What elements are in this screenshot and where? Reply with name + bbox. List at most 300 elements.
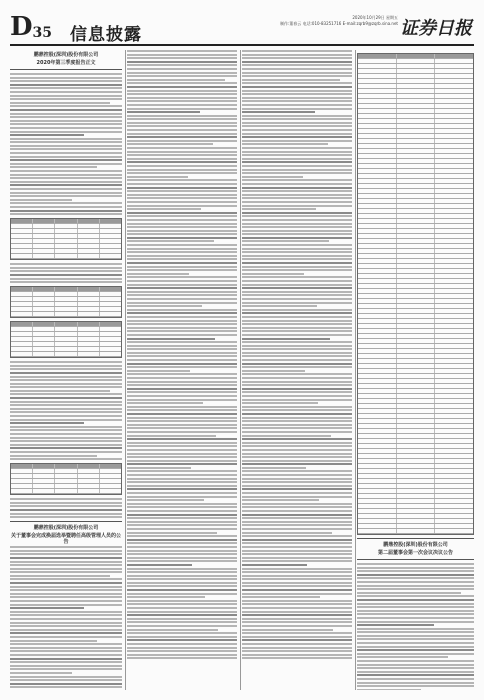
text-line bbox=[10, 686, 122, 688]
text-line bbox=[127, 262, 237, 264]
date-line: 2020年10月29日 星期五 制作:董春云 电话:010-83251716 E-mail:zqrb9@zqrb.sina.net bbox=[279, 15, 398, 26]
column-divider bbox=[240, 50, 241, 690]
text-line bbox=[127, 453, 237, 455]
text-line bbox=[127, 240, 214, 242]
text-line bbox=[242, 108, 352, 110]
text-line bbox=[242, 571, 352, 573]
text-line bbox=[10, 553, 122, 555]
text-line bbox=[127, 269, 237, 271]
text-line bbox=[357, 563, 474, 565]
text-line bbox=[242, 621, 352, 623]
text-line bbox=[357, 567, 474, 569]
text-line bbox=[127, 463, 237, 465]
text-line bbox=[127, 330, 237, 332]
text-line bbox=[127, 445, 237, 447]
text-line bbox=[242, 557, 352, 559]
text-line bbox=[127, 585, 237, 587]
text-line bbox=[10, 632, 122, 634]
text-line bbox=[242, 323, 352, 325]
text-line bbox=[357, 678, 474, 680]
text-line bbox=[127, 226, 237, 228]
text-line bbox=[242, 251, 352, 253]
text-line bbox=[127, 492, 237, 494]
text-line bbox=[10, 401, 122, 403]
text-line bbox=[242, 456, 352, 458]
text-line bbox=[242, 143, 328, 145]
newspaper-logo: 证券日报 bbox=[400, 18, 472, 39]
text-line bbox=[242, 255, 352, 257]
text-line bbox=[10, 210, 122, 212]
text-line bbox=[242, 370, 305, 372]
text-line bbox=[242, 485, 352, 487]
text-line bbox=[242, 57, 352, 59]
text-line bbox=[127, 54, 237, 56]
text-line bbox=[127, 625, 237, 627]
text-line bbox=[10, 426, 122, 428]
text-line bbox=[10, 550, 122, 552]
text-line bbox=[127, 140, 237, 142]
text-line bbox=[127, 395, 237, 397]
text-line bbox=[127, 406, 237, 408]
text-line bbox=[242, 258, 352, 260]
text-line bbox=[242, 535, 352, 537]
text-line bbox=[242, 183, 352, 185]
text-line bbox=[10, 113, 122, 115]
text-line bbox=[10, 676, 122, 678]
text-line bbox=[242, 223, 352, 225]
text-line bbox=[10, 451, 122, 453]
text-line bbox=[242, 406, 352, 408]
text-line bbox=[127, 553, 237, 555]
text-line bbox=[10, 629, 122, 631]
text-line bbox=[10, 502, 122, 504]
text-line bbox=[242, 589, 352, 591]
text-line bbox=[127, 309, 237, 311]
text-line bbox=[10, 383, 122, 385]
text-line bbox=[242, 129, 352, 131]
text-line bbox=[127, 629, 218, 631]
text-line bbox=[10, 679, 122, 681]
text-line bbox=[127, 327, 237, 329]
text-line bbox=[242, 603, 352, 605]
text-line bbox=[127, 50, 237, 52]
text-line bbox=[10, 607, 84, 609]
text-line bbox=[242, 230, 352, 232]
text-line bbox=[127, 176, 188, 178]
text-line bbox=[127, 136, 237, 138]
text-line bbox=[242, 345, 352, 347]
announcement-company: 鹏鼎控股(深圳)股份有限公司 bbox=[33, 52, 99, 58]
text-line bbox=[127, 499, 204, 501]
text-line bbox=[10, 390, 110, 392]
text-line bbox=[127, 639, 237, 641]
text-line bbox=[242, 140, 352, 142]
text-line bbox=[127, 650, 237, 652]
column-divider bbox=[125, 50, 126, 690]
text-line bbox=[127, 510, 237, 512]
text-line bbox=[242, 115, 352, 117]
text-line bbox=[242, 647, 352, 649]
text-line bbox=[127, 643, 237, 645]
text-line bbox=[242, 560, 352, 562]
text-line bbox=[127, 187, 237, 189]
text-line bbox=[357, 649, 474, 651]
text-line bbox=[242, 68, 352, 70]
text-line bbox=[10, 618, 122, 620]
text-line bbox=[242, 542, 352, 544]
text-line bbox=[357, 606, 474, 608]
text-line bbox=[127, 438, 237, 440]
text-line bbox=[127, 636, 237, 638]
text-line bbox=[127, 158, 237, 160]
text-line bbox=[127, 348, 237, 350]
text-line bbox=[127, 481, 237, 483]
text-line bbox=[127, 456, 237, 458]
text-line bbox=[10, 148, 122, 150]
text-line bbox=[242, 158, 352, 160]
text-line bbox=[242, 330, 352, 332]
masthead bbox=[10, 14, 474, 46]
text-line bbox=[10, 429, 122, 431]
text-line bbox=[10, 181, 122, 183]
text-line bbox=[127, 399, 237, 401]
text-line bbox=[242, 657, 352, 659]
section-title: 信息披露 bbox=[70, 25, 142, 45]
text-line bbox=[127, 133, 237, 135]
text-line bbox=[127, 503, 237, 505]
text-line bbox=[10, 202, 122, 204]
text-line bbox=[10, 368, 122, 370]
text-line bbox=[10, 593, 122, 595]
text-line bbox=[127, 212, 237, 214]
text-line bbox=[242, 593, 352, 595]
text-line bbox=[242, 445, 352, 447]
text-line bbox=[127, 61, 237, 63]
text-line bbox=[10, 267, 122, 269]
text-line bbox=[10, 404, 122, 406]
text-line bbox=[127, 104, 237, 106]
text-line bbox=[242, 280, 352, 282]
text-line bbox=[127, 377, 237, 379]
text-line bbox=[357, 642, 474, 644]
text-line bbox=[127, 143, 213, 145]
text-line bbox=[242, 488, 352, 490]
text-line bbox=[127, 388, 237, 390]
text-line bbox=[242, 352, 352, 354]
text-line bbox=[127, 568, 237, 570]
text-line bbox=[127, 179, 237, 181]
text-line bbox=[10, 571, 122, 573]
text-line bbox=[127, 108, 237, 110]
text-line bbox=[242, 438, 352, 440]
text-line bbox=[242, 118, 352, 120]
text-line bbox=[357, 613, 474, 615]
text-line bbox=[127, 589, 237, 591]
text-line bbox=[127, 521, 237, 523]
text-line bbox=[10, 116, 122, 118]
text-line bbox=[242, 151, 352, 153]
text-line bbox=[10, 84, 122, 86]
text-line bbox=[357, 635, 474, 637]
text-line bbox=[127, 607, 237, 609]
text-line bbox=[242, 568, 352, 570]
text-line bbox=[242, 431, 352, 433]
text-line bbox=[242, 413, 352, 415]
text-line bbox=[127, 190, 237, 192]
text-line bbox=[10, 505, 122, 507]
text-line bbox=[357, 660, 474, 662]
text-line bbox=[10, 564, 122, 566]
text-line bbox=[127, 603, 237, 605]
text-line bbox=[10, 152, 122, 154]
announcement-company: 鹏鼎控股(深圳)股份有限公司 bbox=[383, 542, 448, 548]
text-line bbox=[10, 177, 122, 179]
text-line bbox=[127, 384, 237, 386]
text-line bbox=[242, 161, 352, 163]
text-line bbox=[127, 409, 237, 411]
text-line bbox=[127, 165, 237, 167]
text-line bbox=[10, 376, 122, 378]
text-line bbox=[10, 134, 84, 136]
text-line bbox=[357, 682, 474, 684]
text-line bbox=[242, 90, 352, 92]
column-1 bbox=[10, 50, 122, 690]
text-line bbox=[357, 621, 474, 623]
text-line bbox=[10, 138, 122, 140]
text-line bbox=[10, 109, 122, 111]
text-line bbox=[10, 91, 122, 93]
text-line bbox=[127, 345, 237, 347]
text-line bbox=[10, 166, 97, 168]
text-line bbox=[127, 230, 237, 232]
text-line bbox=[127, 647, 237, 649]
text-line bbox=[242, 147, 352, 149]
text-line bbox=[10, 278, 122, 280]
text-line bbox=[357, 574, 474, 576]
text-line bbox=[357, 624, 434, 626]
text-line bbox=[10, 575, 110, 577]
text-line bbox=[127, 506, 237, 508]
text-line bbox=[242, 320, 352, 322]
text-line bbox=[10, 192, 122, 194]
text-line bbox=[127, 488, 237, 490]
text-line bbox=[127, 654, 237, 656]
text-line bbox=[242, 636, 352, 638]
text-line bbox=[127, 215, 237, 217]
text-line bbox=[127, 632, 237, 634]
text-line bbox=[10, 163, 122, 165]
text-line bbox=[10, 636, 122, 638]
text-line bbox=[242, 75, 352, 77]
text-line bbox=[127, 287, 237, 289]
text-line bbox=[127, 100, 237, 102]
text-line bbox=[10, 513, 122, 515]
text-line bbox=[10, 123, 122, 125]
text-line bbox=[10, 263, 122, 265]
text-line bbox=[127, 442, 237, 444]
text-line bbox=[242, 54, 352, 56]
text-line bbox=[242, 233, 352, 235]
text-line bbox=[10, 437, 122, 439]
text-line bbox=[242, 614, 352, 616]
text-line bbox=[357, 585, 474, 587]
text-line bbox=[242, 104, 352, 106]
text-line bbox=[127, 524, 237, 526]
text-line bbox=[242, 643, 352, 645]
text-line bbox=[242, 373, 352, 375]
text-line bbox=[10, 156, 122, 158]
text-line bbox=[242, 208, 316, 210]
text-line bbox=[10, 614, 122, 616]
text-line bbox=[127, 183, 237, 185]
text-line bbox=[357, 664, 474, 666]
text-line bbox=[127, 125, 237, 127]
text-line bbox=[357, 592, 461, 594]
text-line bbox=[10, 611, 122, 613]
column-4 bbox=[357, 50, 474, 690]
table-row bbox=[11, 312, 121, 317]
text-line bbox=[127, 312, 237, 314]
text-line bbox=[242, 481, 352, 483]
text-line bbox=[127, 147, 237, 149]
text-line bbox=[357, 577, 474, 579]
text-line bbox=[10, 447, 122, 449]
text-line bbox=[242, 381, 352, 383]
financial-table bbox=[10, 218, 122, 260]
text-line bbox=[357, 603, 474, 605]
text-line bbox=[242, 212, 352, 214]
text-line bbox=[10, 170, 122, 172]
text-line bbox=[242, 97, 352, 99]
text-line bbox=[127, 352, 237, 354]
text-line bbox=[127, 122, 237, 124]
text-line bbox=[242, 409, 352, 411]
table-row bbox=[11, 489, 121, 494]
text-line bbox=[242, 435, 331, 437]
text-line bbox=[127, 431, 237, 433]
text-line bbox=[127, 194, 237, 196]
text-line bbox=[242, 276, 352, 278]
text-line bbox=[242, 650, 352, 652]
text-line bbox=[127, 320, 237, 322]
text-line bbox=[10, 195, 122, 197]
text-line bbox=[10, 419, 122, 421]
text-line bbox=[242, 449, 352, 451]
text-line bbox=[127, 370, 190, 372]
text-line bbox=[127, 82, 237, 84]
text-line bbox=[127, 402, 203, 404]
text-line bbox=[127, 557, 237, 559]
text-line bbox=[127, 294, 237, 296]
text-line bbox=[242, 169, 352, 171]
text-line bbox=[357, 689, 421, 690]
text-line bbox=[242, 521, 352, 523]
text-line bbox=[127, 68, 237, 70]
text-line bbox=[127, 118, 237, 120]
text-line bbox=[242, 294, 352, 296]
text-line bbox=[242, 506, 352, 508]
text-line bbox=[10, 578, 122, 580]
text-line bbox=[242, 93, 352, 95]
text-line bbox=[10, 546, 122, 548]
text-line bbox=[127, 657, 237, 659]
text-line bbox=[127, 474, 237, 476]
text-line bbox=[242, 341, 352, 343]
text-line bbox=[127, 535, 237, 537]
text-line bbox=[127, 201, 237, 203]
text-line bbox=[127, 334, 237, 336]
text-line bbox=[242, 359, 352, 361]
text-line bbox=[10, 557, 122, 559]
text-line bbox=[10, 87, 122, 89]
text-line bbox=[242, 327, 352, 329]
text-line bbox=[10, 102, 110, 104]
text-line bbox=[10, 455, 97, 457]
text-line bbox=[127, 172, 237, 174]
text-line bbox=[357, 646, 474, 648]
text-line bbox=[357, 674, 474, 676]
text-line bbox=[10, 640, 97, 642]
text-line bbox=[10, 199, 72, 201]
text-line bbox=[127, 420, 237, 422]
announcement-title: 关于董事会完成换届选举暨聘任高级管理人员的公告 bbox=[10, 533, 121, 546]
text-line bbox=[127, 470, 237, 472]
text-line bbox=[242, 546, 352, 548]
text-line bbox=[242, 460, 352, 462]
text-line bbox=[357, 628, 474, 630]
text-line bbox=[10, 411, 122, 413]
text-line bbox=[10, 365, 122, 367]
text-line bbox=[357, 631, 474, 633]
text-line bbox=[127, 298, 237, 300]
text-line bbox=[127, 266, 237, 268]
text-line bbox=[357, 685, 474, 687]
text-line bbox=[242, 309, 352, 311]
text-line bbox=[127, 596, 205, 598]
text-line bbox=[242, 61, 352, 63]
text-line bbox=[127, 532, 217, 534]
text-line bbox=[242, 215, 352, 217]
text-line bbox=[127, 582, 237, 584]
text-line bbox=[242, 176, 303, 178]
text-line bbox=[10, 498, 122, 500]
text-line bbox=[127, 621, 237, 623]
text-line bbox=[242, 377, 352, 379]
text-line bbox=[127, 427, 237, 429]
text-line bbox=[127, 575, 237, 577]
text-line bbox=[10, 650, 122, 652]
text-line bbox=[242, 269, 352, 271]
text-line bbox=[10, 654, 122, 656]
text-line bbox=[127, 363, 237, 365]
text-line bbox=[242, 632, 352, 634]
text-line bbox=[10, 444, 122, 446]
text-line bbox=[127, 578, 237, 580]
text-line bbox=[10, 98, 122, 100]
text-line bbox=[357, 617, 474, 619]
text-line bbox=[242, 136, 352, 138]
text-line bbox=[10, 622, 122, 624]
text-line bbox=[242, 248, 352, 250]
text-line bbox=[127, 64, 237, 66]
text-line bbox=[242, 179, 352, 181]
text-line bbox=[357, 588, 474, 590]
text-line bbox=[127, 611, 237, 613]
text-line bbox=[242, 607, 352, 609]
text-line bbox=[242, 172, 352, 174]
text-line bbox=[127, 366, 237, 368]
text-line bbox=[10, 415, 122, 417]
